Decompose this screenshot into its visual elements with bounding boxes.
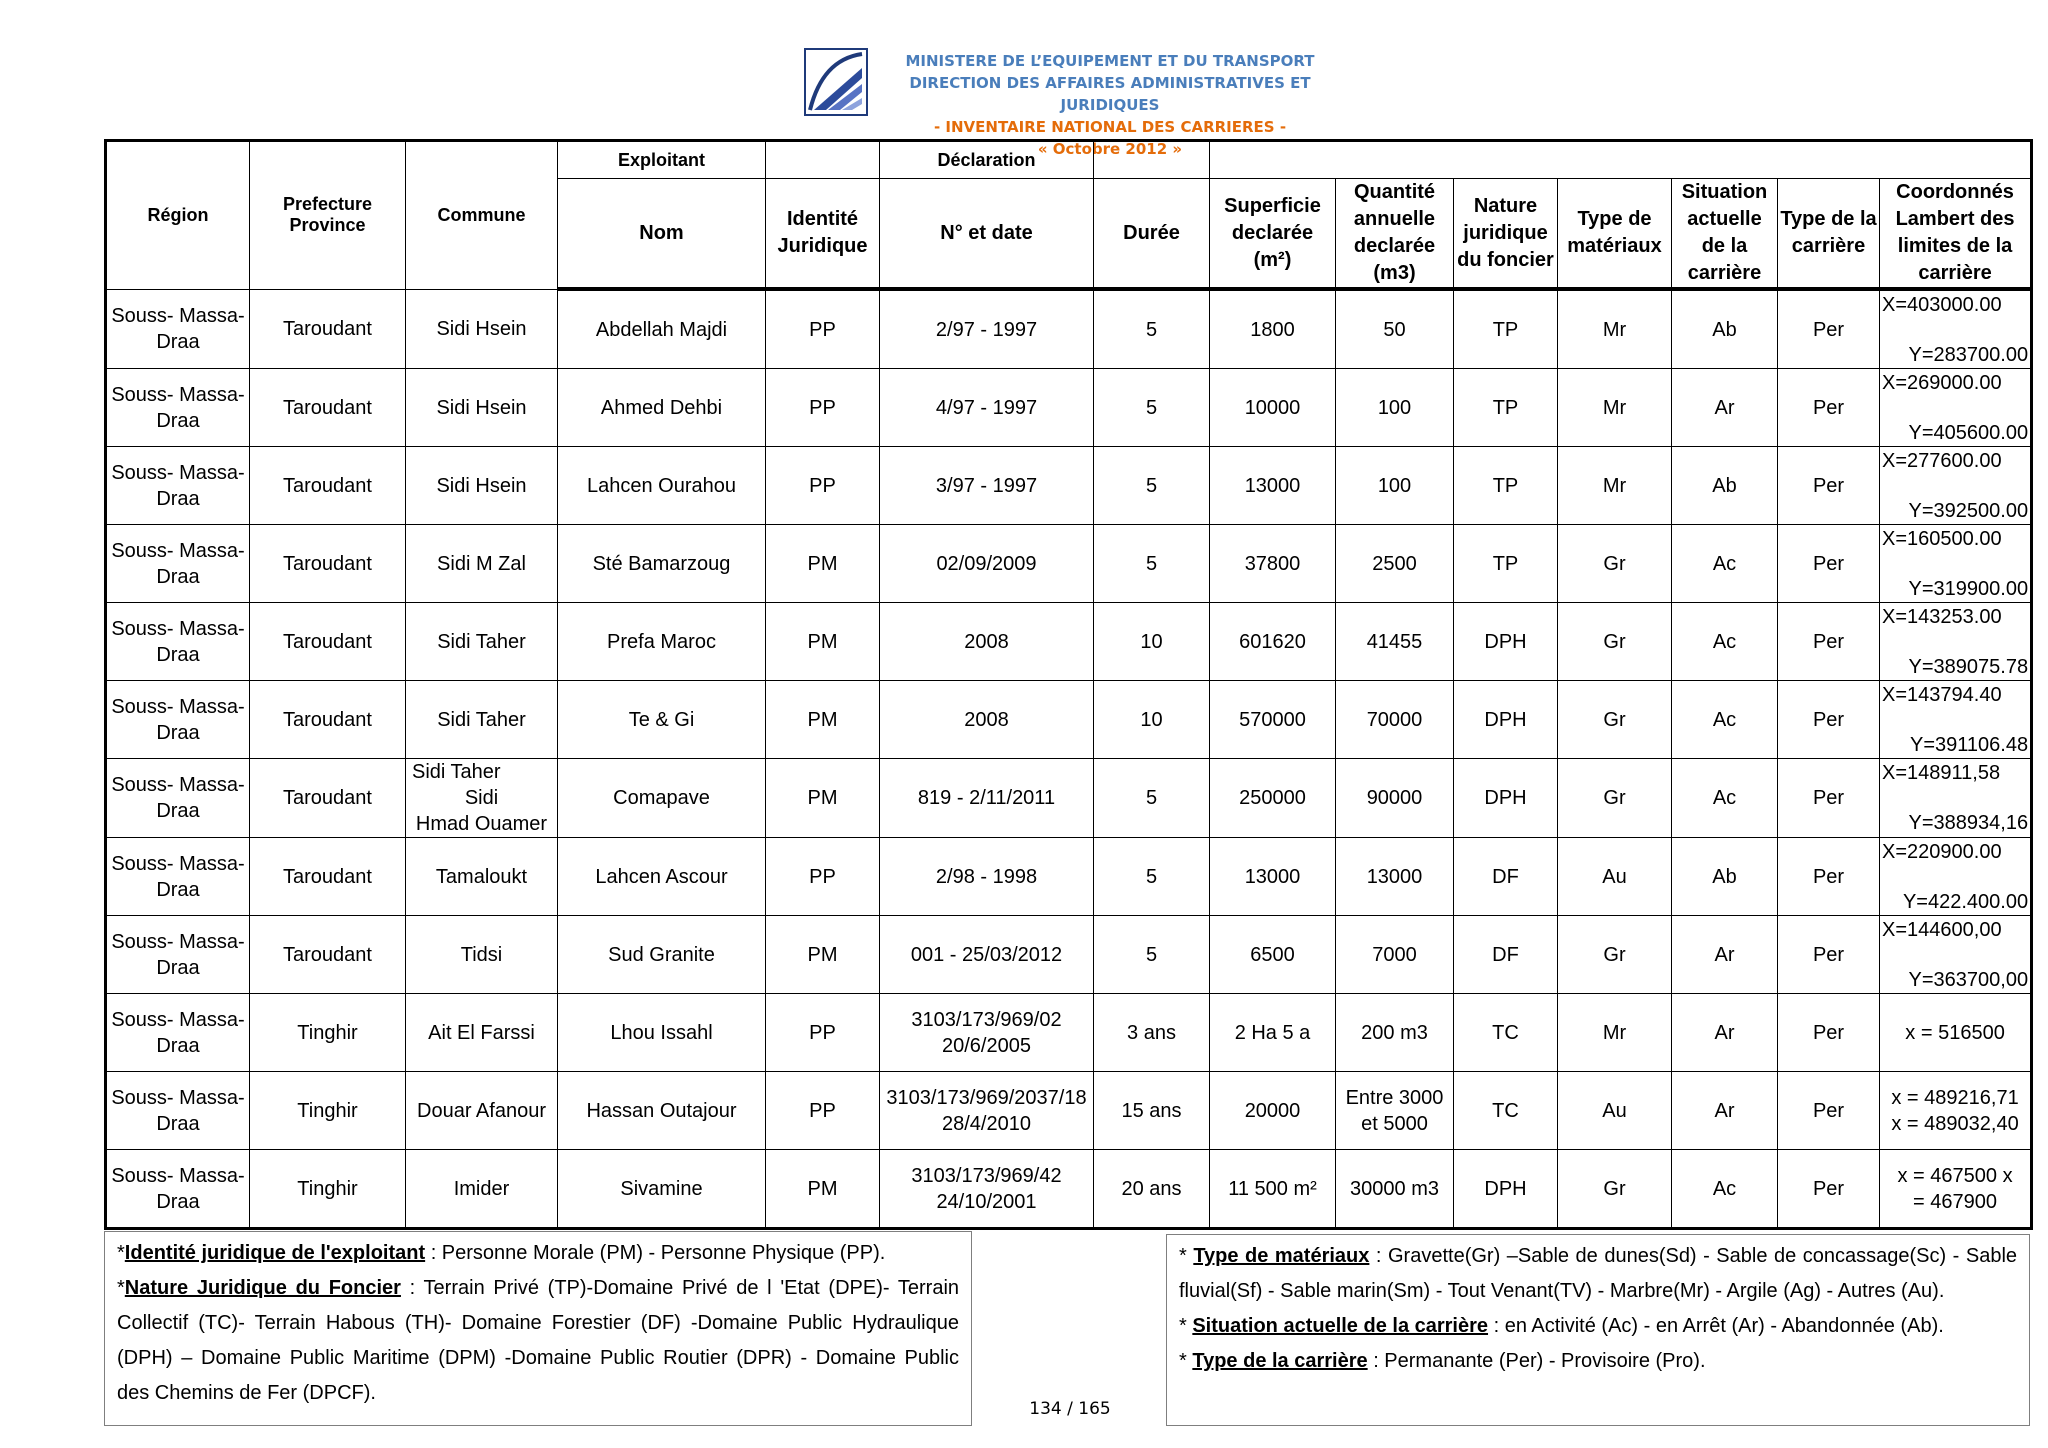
cell-region: Souss- Massa-Draa: [106, 759, 250, 838]
cell-situation: Ac: [1672, 1150, 1778, 1229]
legend-identite-text: : Personne Morale (PM) - Personne Physique (PP).: [425, 1242, 886, 1264]
direction-name: DIRECTION DES AFFAIRES ADMINISTRATIVES ET JURIDIQUES: [909, 74, 1311, 114]
legend-type-key: Type de la carrière: [1192, 1350, 1368, 1372]
cell-duree: 15 ans: [1094, 1072, 1210, 1150]
cell-num-date: 02/09/2009: [880, 525, 1094, 603]
cell-nature: TP: [1454, 525, 1558, 603]
coord-line-2: = 467900: [1913, 1190, 1998, 1213]
coord-y: Y=363700,00: [1908, 968, 2029, 991]
cell-situation: Ab: [1672, 447, 1778, 525]
commune-line-2: Sidi: [464, 787, 499, 809]
cell-materiaux: Mr: [1558, 369, 1672, 447]
cell-duree: 5: [1094, 447, 1210, 525]
cell-region: Souss- Massa-Draa: [106, 369, 250, 447]
num-line-1: 3103/173/969/42: [911, 1164, 1062, 1187]
cell-nom: Comapave: [558, 759, 766, 838]
cell-type: Per: [1778, 369, 1880, 447]
cell-num-date: 001 - 25/03/2012: [880, 916, 1094, 994]
cell-commune: Tidsi: [406, 916, 558, 994]
cell-identite: PP: [766, 447, 880, 525]
cell-identite: PM: [766, 759, 880, 838]
table-row: [106, 1150, 2032, 1229]
cell-superficie: 11 500 m²: [1210, 1150, 1336, 1229]
coord-x: X=148911,58: [1882, 762, 2001, 784]
cell-num-date: [880, 994, 1094, 1072]
table-row: [106, 838, 2032, 916]
coord-x: X=403000.00: [1882, 293, 2002, 316]
cell-superficie: 37800: [1210, 525, 1336, 603]
col-superficie: Superficie declarée (m²): [1210, 179, 1336, 290]
coord-line-2: x = 489032,40: [1891, 1112, 2019, 1135]
cell-situation: Ab: [1672, 838, 1778, 916]
cell-nature: TP: [1454, 289, 1558, 369]
cell-province: Taroudant: [250, 916, 406, 994]
cell-quantite: 7000: [1336, 916, 1454, 994]
cell-duree: 5: [1094, 525, 1210, 603]
cell-duree: 5: [1094, 838, 1210, 916]
cell-region: Souss- Massa-Draa: [106, 1072, 250, 1150]
cell-type: Per: [1778, 916, 1880, 994]
coord-y: Y=405600.00: [1908, 421, 2029, 444]
num-line-2: 20/6/2005: [942, 1034, 1031, 1057]
legend-identite: *Identité juridique de l'exploitant : Personne Morale (PM) - Personne Physique (PP).: [117, 1242, 886, 1264]
table-row: [106, 525, 2032, 603]
cell-identite: PM: [766, 681, 880, 759]
coord-x: X=160500.00: [1882, 527, 2002, 550]
cell-province: Taroudant: [250, 525, 406, 603]
cell-superficie: 13000: [1210, 838, 1336, 916]
cell-duree: 20 ans: [1094, 1150, 1210, 1229]
coord-y: Y=283700.00: [1908, 343, 2029, 366]
num-line-1: 3103/173/969/02: [911, 1008, 1062, 1031]
cell-identite: PP: [766, 369, 880, 447]
cell-nom: Prefa Maroc: [558, 603, 766, 681]
cell-num-date: 4/97 - 1997: [880, 369, 1094, 447]
table-row: [106, 447, 2032, 525]
cell-quantite: 70000: [1336, 681, 1454, 759]
cell-identite: PP: [766, 289, 880, 369]
cell-coordonnees: [1880, 603, 2032, 681]
cell-quantite: 100: [1336, 447, 1454, 525]
cell-nature: TP: [1454, 447, 1558, 525]
cell-num-date: 2008: [880, 603, 1094, 681]
legend-type-text: : Permanante (Per) - Provisoire (Pro).: [1367, 1350, 1706, 1372]
legend-type: * Type de la carrière : Permanante (Per) - Provisoire (Pro).: [1179, 1350, 1706, 1372]
cell-nature: TP: [1454, 369, 1558, 447]
coord-y: Y=392500.00: [1908, 499, 2029, 522]
cell-quantite: 2500: [1336, 525, 1454, 603]
legend-nature-text: : Terrain Privé (TP)-Domaine Privé de l 'Etat (DPE)- Terrain Collectif (TC)- Terrain Habous (TH)- Domaine Forestier (DF) -Domaine Public Hydraulique (DPH) – Domaine Public Maritime (DPM) -Domaine Public Routier (DPR) - Domaine Public des Chemins de Fer (DPCF).: [117, 1277, 960, 1404]
cell-region: Souss- Massa-Draa: [106, 525, 250, 603]
cell-coordonnees: [1880, 994, 2032, 1072]
cell-superficie: 570000: [1210, 681, 1336, 759]
cell-situation: Ar: [1672, 1072, 1778, 1150]
cell-superficie: 250000: [1210, 759, 1336, 838]
ministry-logo-icon: [804, 48, 868, 116]
cell-coordonnees: [1880, 759, 2032, 838]
cell-region: Souss- Massa-Draa: [106, 838, 250, 916]
cell-commune: Sidi Taher: [406, 603, 558, 681]
col-duree: Durée: [1094, 179, 1210, 290]
cell-duree: 3 ans: [1094, 994, 1210, 1072]
cell-situation: Ar: [1672, 994, 1778, 1072]
col-quantite: Quantité annuelle declarée (m3): [1336, 179, 1454, 290]
cell-nom: Sud Granite: [558, 916, 766, 994]
cell-situation: Ar: [1672, 369, 1778, 447]
cell-materiaux: Gr: [1558, 681, 1672, 759]
cell-nom: Sté Bamarzoug: [558, 525, 766, 603]
cell-coordonnees: [1880, 681, 2032, 759]
num-line-2: 24/10/2001: [936, 1190, 1037, 1213]
legend-materiaux-text: : Gravette(Gr) –Sable de dunes(Sd) - Sable de concassage(Sc) - Sable fluvial(Sf) - Sable marin(Sm) - Tout Venant(TV) - Marbre(Mr) - Argile (Ag) - Autres (Au).: [1179, 1245, 2018, 1302]
cell-commune: Sidi Hsein: [406, 447, 558, 525]
cell-nature: DPH: [1454, 681, 1558, 759]
cell-province: Taroudant: [250, 289, 406, 369]
inventory-title: - INVENTAIRE NATIONAL DES CARRIERES -: [933, 118, 1287, 136]
cell-situation: Ac: [1672, 759, 1778, 838]
group-empty-3: [1210, 141, 2032, 179]
cell-num-date: 2/98 - 1998: [880, 838, 1094, 916]
cell-province: Taroudant: [250, 759, 406, 838]
cell-nature: DF: [1454, 916, 1558, 994]
cell-type: Per: [1778, 1072, 1880, 1150]
legend-nature: *Nature Juridique du Foncier : Terrain Privé (TP)-Domaine Privé de l 'Etat (DPE)- Terrain Collectif (TC)- Terrain Habous (TH)- Domaine Forestier (DF) -Domaine Public Hydraulique (DPH) – Domaine Public Maritime (DPM) -Domaine Public Routier (DPR) - Domaine Public des Chemins de Fer (DPCF).: [117, 1277, 960, 1404]
legend-nature-key: Nature Juridique du Foncier: [124, 1277, 401, 1299]
cell-commune: Sidi Hsein: [406, 289, 558, 369]
cell-coordonnees: [1880, 525, 2032, 603]
cell-commune: [406, 759, 558, 838]
legend-situation: * Situation actuelle de la carrière : en Activité (Ac) - en Arrêt (Ar) - Abandonnée (Ab).: [1179, 1315, 1944, 1337]
cell-identite: PM: [766, 525, 880, 603]
cell-region: Souss- Massa-Draa: [106, 289, 250, 369]
col-region: Région: [106, 141, 250, 290]
cell-identite: PP: [766, 994, 880, 1072]
cell-province: Taroudant: [250, 603, 406, 681]
cell-quantite: 50: [1336, 289, 1454, 369]
cell-quantite: 90000: [1336, 759, 1454, 838]
table-row: [106, 681, 2032, 759]
cell-quantite: 200 m3: [1336, 994, 1454, 1072]
legend-right: [1166, 1234, 2030, 1426]
cell-duree: 10: [1094, 681, 1210, 759]
cell-coordonnees: [1880, 289, 2032, 369]
cell-type: Per: [1778, 759, 1880, 838]
cell-province: Taroudant: [250, 838, 406, 916]
cell-situation: Ab: [1672, 289, 1778, 369]
cell-nature: DPH: [1454, 1150, 1558, 1229]
cell-identite: PM: [766, 1150, 880, 1229]
cell-superficie: 601620: [1210, 603, 1336, 681]
cell-quantite: 30000 m3: [1336, 1150, 1454, 1229]
cell-type: Per: [1778, 838, 1880, 916]
commune-line-1: Sidi Taher: [412, 761, 501, 783]
cell-materiaux: Gr: [1558, 1150, 1672, 1229]
cell-quantite: 13000: [1336, 838, 1454, 916]
table-row: [106, 603, 2032, 681]
cell-nom: Lhou Issahl: [558, 994, 766, 1072]
cell-materiaux: Mr: [1558, 994, 1672, 1072]
cell-quantite: 41455: [1336, 603, 1454, 681]
cell-province: Tinghir: [250, 1150, 406, 1229]
cell-region: Souss- Massa-Draa: [106, 603, 250, 681]
cell-duree: 5: [1094, 759, 1210, 838]
cell-commune: Ait El Farssi: [406, 994, 558, 1072]
cell-superficie: 2 Ha 5 a: [1210, 994, 1336, 1072]
table-row: [106, 369, 2032, 447]
cell-materiaux: Mr: [1558, 447, 1672, 525]
cell-coordonnees: [1880, 369, 2032, 447]
table-row: [106, 916, 2032, 994]
cell-type: Per: [1778, 1150, 1880, 1229]
cell-num-date: 819 - 2/11/2011: [880, 759, 1094, 838]
cell-commune: Douar Afanour: [406, 1072, 558, 1150]
group-empty-2: [1094, 141, 1210, 179]
table-row: [106, 1072, 2032, 1150]
cell-coordonnees: [1880, 916, 2032, 994]
group-exploitant: Exploitant: [558, 141, 766, 179]
coord-y: Y=388934,16: [1908, 812, 2029, 834]
cell-quantite: 100: [1336, 369, 1454, 447]
cell-province: Tinghir: [250, 1072, 406, 1150]
cell-nom: Lahcen Ourahou: [558, 447, 766, 525]
page-number: 134 / 165: [1029, 1399, 1111, 1419]
ministry-name: MINISTERE DE L’EQUIPEMENT ET DU TRANSPORT: [905, 52, 1315, 70]
num-line-1: 3103/173/969/2037/18: [886, 1086, 1087, 1109]
cell-type: Per: [1778, 447, 1880, 525]
cell-materiaux: Au: [1558, 838, 1672, 916]
legend-situation-text: : en Activité (Ac) - en Arrêt (Ar) - Abandonnée (Ab).: [1488, 1315, 1944, 1337]
inventory-date: « Octobre 2012 »: [1037, 140, 1183, 158]
coord-y: Y=391106.48: [1910, 733, 2029, 756]
cell-region: Souss- Massa-Draa: [106, 447, 250, 525]
cell-situation: Ac: [1672, 525, 1778, 603]
cell-quantite: [1336, 1072, 1454, 1150]
cell-num-date: [880, 1150, 1094, 1229]
cell-nature: DF: [1454, 838, 1558, 916]
cell-nature: TC: [1454, 994, 1558, 1072]
table-row: [106, 994, 2032, 1072]
cell-identite: PM: [766, 603, 880, 681]
coord-x: X=220900.00: [1882, 840, 2002, 863]
cell-type: Per: [1778, 681, 1880, 759]
legend-situation-key: Situation actuelle de la carrière: [1192, 1315, 1489, 1337]
cell-duree: 10: [1094, 603, 1210, 681]
cell-type: Per: [1778, 525, 1880, 603]
coord-x: x = 516500: [1905, 1021, 2005, 1044]
coord-x: X=143794.40: [1882, 683, 2002, 706]
cell-superficie: 10000: [1210, 369, 1336, 447]
coord-x: X=144600,00: [1882, 918, 2002, 941]
cell-nature: TC: [1454, 1072, 1558, 1150]
coord-line-1: x = 467500 x: [1897, 1164, 2013, 1187]
legend-materiaux-key: Type de matériaux: [1193, 1245, 1370, 1267]
coord-y: Y=422.400.00: [1902, 890, 2029, 913]
cell-province: Tinghir: [250, 994, 406, 1072]
cell-type: Per: [1778, 289, 1880, 369]
col-coordonnees: Coordonnés Lambert des limites de la carrière: [1880, 179, 2032, 290]
legend-materiaux: * Type de matériaux : Gravette(Gr) –Sable de dunes(Sd) - Sable de concassage(Sc) - Sable fluvial(Sf) - Sable marin(Sm) - Tout Venant(TV) - Marbre(Mr) - Argile (Ag) - Autres (Au).: [1179, 1245, 2018, 1302]
group-header-row: [106, 141, 2032, 179]
col-nature: Nature juridique du foncier: [1454, 179, 1558, 290]
cell-commune: Sidi M Zal: [406, 525, 558, 603]
col-num-date: N° et date: [880, 179, 1094, 290]
coord-x: X=277600.00: [1882, 449, 2002, 472]
cell-commune: Sidi Hsein: [406, 369, 558, 447]
cell-duree: 5: [1094, 369, 1210, 447]
coord-x: X=269000.00: [1882, 371, 2002, 394]
cell-commune: Sidi Taher: [406, 681, 558, 759]
table-row: [106, 759, 2032, 838]
quantite-line-2: et 5000: [1361, 1112, 1428, 1135]
cell-region: Souss- Massa-Draa: [106, 681, 250, 759]
cell-superficie: 1800: [1210, 289, 1336, 369]
cell-province: Taroudant: [250, 681, 406, 759]
group-declaration: Déclaration: [880, 141, 1094, 179]
group-empty-1: [766, 141, 880, 179]
cell-materiaux: Gr: [1558, 525, 1672, 603]
cell-superficie: 13000: [1210, 447, 1336, 525]
col-materiaux: Type de matériaux: [1558, 179, 1672, 290]
cell-situation: Ac: [1672, 603, 1778, 681]
page-header: [0, 48, 2048, 158]
coord-y: Y=319900.00: [1908, 577, 2029, 600]
coord-x: X=143253.00: [1882, 605, 2002, 628]
cell-duree: 5: [1094, 289, 1210, 369]
cell-province: Taroudant: [250, 369, 406, 447]
cell-nom: Te & Gi: [558, 681, 766, 759]
cell-nom: Hassan Outajour: [558, 1072, 766, 1150]
cell-coordonnees: [1880, 838, 2032, 916]
cell-nature: DPH: [1454, 759, 1558, 838]
cell-materiaux: Mr: [1558, 289, 1672, 369]
num-line-2: 28/4/2010: [942, 1112, 1031, 1135]
cell-type: Per: [1778, 994, 1880, 1072]
cell-nature: DPH: [1454, 603, 1558, 681]
cell-province: Taroudant: [250, 447, 406, 525]
cell-num-date: 2008: [880, 681, 1094, 759]
cell-type: Per: [1778, 603, 1880, 681]
cell-nom: Ahmed Dehbi: [558, 369, 766, 447]
cell-region: Souss- Massa-Draa: [106, 1150, 250, 1229]
coord-line-1: x = 489216,71: [1891, 1086, 2019, 1109]
cell-superficie: 20000: [1210, 1072, 1336, 1150]
cell-num-date: 3/97 - 1997: [880, 447, 1094, 525]
legend-left: [104, 1231, 972, 1426]
cell-materiaux: Gr: [1558, 916, 1672, 994]
cell-commune: Tamaloukt: [406, 838, 558, 916]
table-row: [106, 289, 2032, 369]
cell-superficie: 6500: [1210, 916, 1336, 994]
cell-materiaux: Gr: [1558, 603, 1672, 681]
col-province: Prefecture Province: [250, 141, 406, 290]
col-identite: Identité Juridique: [766, 179, 880, 290]
cell-region: Souss- Massa-Draa: [106, 994, 250, 1072]
cell-situation: Ac: [1672, 681, 1778, 759]
cell-region: Souss- Massa-Draa: [106, 916, 250, 994]
cell-situation: Ar: [1672, 916, 1778, 994]
cell-identite: PP: [766, 1072, 880, 1150]
col-nom: Nom: [558, 179, 766, 290]
col-situation: Situation actuelle de la carrière: [1672, 179, 1778, 290]
cell-coordonnees: [1880, 447, 2032, 525]
cell-commune: Imider: [406, 1150, 558, 1229]
cell-nom: Lahcen Ascour: [558, 838, 766, 916]
cell-num-date: [880, 1072, 1094, 1150]
coord-y: Y=389075.78: [1908, 655, 2029, 678]
cell-identite: PM: [766, 916, 880, 994]
cell-materiaux: Au: [1558, 1072, 1672, 1150]
cell-nom: Abdellah Majdi: [558, 289, 766, 369]
cell-nom: Sivamine: [558, 1150, 766, 1229]
col-commune: Commune: [406, 141, 558, 290]
cell-materiaux: Gr: [1558, 759, 1672, 838]
cell-coordonnees: [1880, 1150, 2032, 1229]
cell-identite: PP: [766, 838, 880, 916]
quarry-inventory-table: [104, 139, 2033, 1230]
legend-identite-key: Identité juridique de l'exploitant: [124, 1242, 426, 1264]
cell-num-date: 2/97 - 1997: [880, 289, 1094, 369]
col-type-carriere: Type de la carrière: [1778, 179, 1880, 290]
commune-line-3: Hmad Ouamer: [415, 813, 548, 835]
cell-coordonnees: [1880, 1072, 2032, 1150]
cell-duree: 5: [1094, 916, 1210, 994]
quantite-line-1: Entre 3000: [1345, 1086, 1444, 1109]
